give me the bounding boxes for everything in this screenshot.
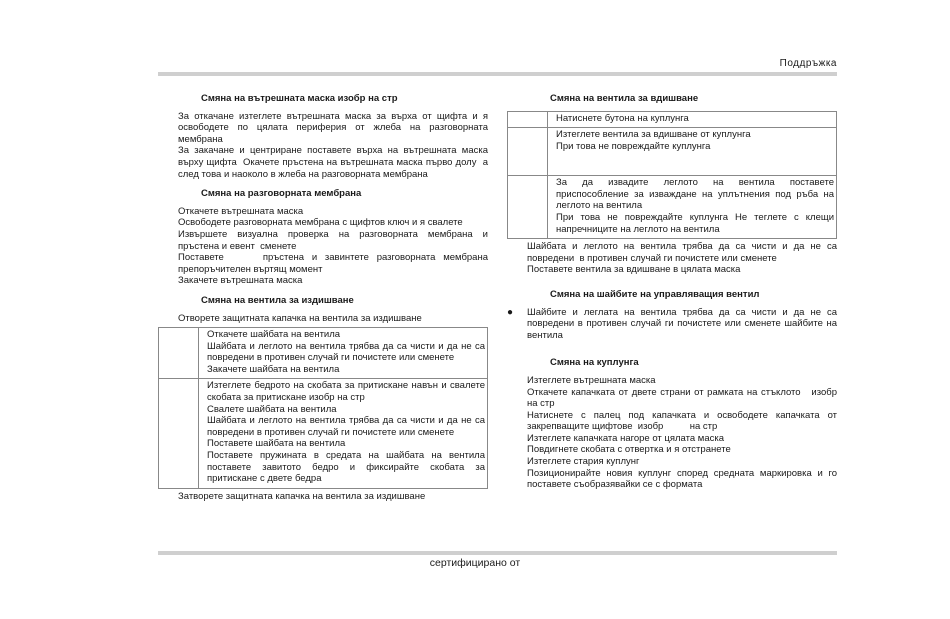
step-line: Изтеглете вентила за вдишване от куплунга (556, 129, 751, 141)
coupling-line: Изтеглете стария куплунг (527, 456, 640, 468)
bullet-text: Шайбите и леглата на вентила трябва да са чисти и да не са повредени в противен случай ги почистете или сменете шайбите на вентила (527, 306, 837, 341)
table-row (159, 379, 488, 488)
step-line: Натиснете бутона на куплунга (556, 112, 689, 124)
step-image-cell (508, 111, 548, 128)
step-line: За да извадите леглото на вентила поставете приспособление за изваждане на уплътнения под ръба на леглото на вентила (556, 177, 834, 212)
step-line: Свалете шайбата на вентила (207, 403, 337, 415)
table-row (508, 176, 837, 239)
control-valve-bullet (507, 307, 837, 342)
step-text-cell (548, 111, 837, 128)
step-line: Откачете шайбата на вентила (207, 329, 341, 341)
coupling-line: Изтеглете капачката нагоре от цялата маска (527, 432, 724, 444)
step-line: Шайбата и леглото на вентила трябва да са чисти и да не са повредени в противен случай ги почистете или сменете (207, 340, 485, 364)
step-line: При това не повреждайте куплунга (556, 140, 711, 152)
speech-membrane-heading: Смяна на разговорната мембрана (201, 188, 362, 200)
speech-membrane-line: Поставете пръстена и завинтете разговорната мембрана препоръчителен въртящ момент (178, 252, 496, 275)
step-image-cell (508, 176, 548, 239)
inhalation-steps-table (507, 111, 837, 240)
step-image-cell (159, 379, 199, 488)
exhalation-valve-heading: Смяна на вентила за издишване (201, 294, 354, 306)
step-text-cell (548, 128, 837, 176)
step-line: Шайбата и леглото на вентила трябва да са чисти и да не са повредени в противен случай ги почистете или сменете (207, 415, 485, 438)
coupling-heading: Смяна на куплунга (550, 357, 639, 369)
control-valve-heading: Смяна на шайбите на управляващия вентил (550, 288, 760, 300)
coupling-line: Позиционирайте новия куплунг според средната маркировка и го поставете съобразявайки се с формата (527, 467, 840, 491)
bullet-icon: ● (507, 306, 514, 318)
top-divider (158, 72, 837, 76)
section-header-label: Поддръжка (779, 58, 837, 69)
speech-membrane-line: Извършете визуална проверка на разговорната мембрана и пръстена и евент сменете (178, 228, 502, 252)
step-image-cell (508, 128, 548, 176)
bottom-divider (158, 551, 837, 555)
step-line: Поставете пружината в средата на шайбата на вентила поставете завитото бедро и фиксирайте скобата за притискане с двете бедра (207, 450, 485, 485)
left-column (178, 93, 502, 502)
coupling-line: Откачете капачката от двете страни от рамката на стъклото изобр на стр (527, 386, 859, 410)
table-row (508, 128, 837, 176)
inner-mask-paragraph-1: За откачане изтеглете вътрешната маска за върха от щифта и я освободете по цялата периферия от жлеба на разговорната мембрана (178, 110, 491, 145)
exhalation-valve-intro: Отворете защитната капачка на вентила за издишване (178, 312, 422, 324)
table-row (159, 328, 488, 379)
speech-membrane-line: Закачете вътрешната маска (178, 275, 303, 287)
step-line: Закачете шайбата на вентила (207, 363, 340, 375)
speech-membrane-line: Откачете вътрешната маска (178, 205, 304, 217)
inhalation-valve-heading: Смяна на вентила за вдишване (550, 93, 699, 104)
table-row (508, 111, 837, 128)
step-text-cell (199, 328, 488, 379)
exhalation-valve-outro: Затворете защитната капачка на вентила за издишване (178, 490, 426, 502)
step-image-cell (159, 328, 199, 379)
coupling-line: Изтеглете вътрешната маска (527, 374, 656, 386)
coupling-line: Натиснете с палец под капачката и освободете капачката от закрепващите щифтове изобр на стр (527, 409, 840, 433)
inhalation-valve-after: Шайбата и леглото на вентила трябва да са чисти и да не са повредени в противен случай ги почистете или сменете (527, 241, 840, 264)
inhalation-valve-after: Поставете вентила за вдишване в цялата маска (527, 264, 741, 276)
step-line: Изтеглете бедрото на скобата за притискане навън и свалете скобата за притискане изобр на стр (207, 380, 485, 404)
step-line: При това не повреждайте куплунга Не теглете с клещи напречниците на леглото на вентила (556, 211, 834, 235)
speech-membrane-line: Освободете разговорната мембрана с щифтов ключ и я свалете (178, 217, 463, 229)
inner-mask-heading: Смяна на вътрешната маска изобр на стр (201, 93, 398, 104)
step-text-cell (548, 176, 837, 239)
footer-text: сертифицирано от (429, 557, 521, 569)
coupling-line: Повдигнете скобата с отвертка и я отстранете (527, 444, 731, 456)
step-line: Поставете шайбата на вентила (207, 438, 346, 450)
inner-mask-paragraph-2: За закачане и центриране поставете върха на вътрешната маска върху щифта Окачете пръстена на вътрешната маска първо долу а след това и наоколо в жлеба на разговорната мембрана (178, 145, 491, 180)
right-column (507, 93, 859, 491)
exhalation-steps-table (158, 327, 488, 489)
step-text-cell (199, 379, 488, 488)
